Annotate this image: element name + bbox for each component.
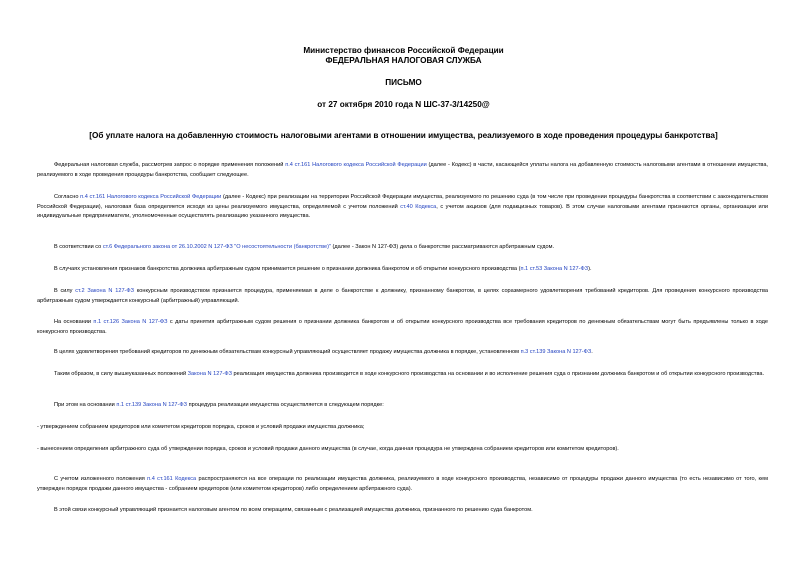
law-link[interactable]: п.1 ст.126 Закона N 127-ФЗ: [93, 319, 168, 325]
ministry-title: Министерство финансов Российской Федерации: [303, 46, 504, 55]
law-link[interactable]: п.4 ст.161 Налогового кодекса Российской Федерации: [285, 162, 427, 168]
paragraph-text: В целях удовлетворения требований кредиторов по денежным обязательствам конкурсный управляющий осуществляет продажу имущества должника в порядке, установленном: [54, 349, 521, 355]
law-link[interactable]: п.4 ст.161 Налогового кодекса Российской Федерации: [80, 194, 222, 200]
paragraph-text: (далее - Закон N 127-ФЗ) дела о банкротстве рассматриваются арбитражным судом.: [331, 244, 555, 250]
service-title: ФЕДЕРАЛЬНАЯ НАЛОГОВАЯ СЛУЖБА: [325, 56, 482, 65]
paragraph-text: реализация имущества должника производится в ходе конкурсного производства на основании и во исполнение решения суда о признании должника банкротом и об открытии конкурсного производства.: [231, 371, 765, 377]
paragraph-text: распространяются на все операции по реализации имущества должника, реализуемого в ходе конкурсного производства, независимо от процедуры продажи данного имущества (то есть независимо от того, кем утвержден порядок продажи данного имущества - собранием кредиторов (или комитетом кредиторов) либо определением арбитражного суда).: [37, 476, 769, 492]
law-link[interactable]: п.1 ст.53 Закона N 127-ФЗ: [520, 266, 589, 272]
paragraph-text: При этом на основании: [54, 402, 117, 408]
document-subject: [Об уплате налога на добавленную стоимость налоговыми агентами в отношении имущества, реализуемого в ходе проведения процедуры банкротства]: [89, 131, 718, 140]
paragraph-text: В этой связи конкурсный управляющий признается налоговым агентом по всем операциям, связанным с реализацией имущества должника, признанного по решению суда банкротом.: [54, 507, 533, 513]
paragraph-1: [37, 161, 768, 180]
paragraph-text: В соответствии со: [54, 244, 103, 250]
paragraph-3: [37, 243, 768, 253]
paragraph-8: [37, 370, 768, 380]
paragraph-text: Федеральная налоговая служба, рассмотрев запрос о порядке применения положений: [54, 162, 286, 168]
paragraph-text: , с учетом акцизов (для подакцизных товаров). В этом случае налоговыми агентами признаются органы, организации или индивидуальные предприниматели, уполномоченные осуществлять реализацию указанного имущества.: [37, 203, 768, 220]
paragraph-text: С учетом изложенного положения: [54, 476, 148, 482]
paragraph-text: В силу: [54, 288, 76, 294]
law-link[interactable]: ст.40 Кодекса: [400, 203, 437, 210]
paragraph-text: Таким образом, в силу вышеуказанных положений: [54, 371, 188, 377]
paragraph-text: В случаях установления признаков банкротства должника арбитражным судом принимается решение о признании должника банкротом и об открытии конкурсного производства (: [54, 266, 521, 272]
paragraph-5: [37, 287, 768, 306]
law-link[interactable]: п.3 ст.139 Закона N 127-ФЗ: [520, 349, 592, 355]
paragraph-10: [37, 423, 768, 433]
paragraph-text: ).: [588, 266, 592, 272]
paragraph-text: На основании: [54, 319, 94, 325]
law-link[interactable]: п.1 ст.139 Закона N 127-ФЗ: [116, 402, 188, 408]
paragraph-text: - утверждением собранием кредиторов или комитетом кредиторов порядка, сроков и условий продажи имущества должника;: [37, 424, 365, 430]
law-link[interactable]: п.4 ст.161 Кодекса: [147, 476, 197, 482]
paragraph-text: (далее - Кодекс) при реализации на территории Российской Федерации имущества, реализуемого по решению суда (в том числе при проведении процедуры банкротства в соответствии с законодательством Российской Федерации), налоговая база определяется исходя из цены реализуемого имущества, определяемой с учетом положений: [37, 194, 768, 210]
paragraph-text: процедура реализации имущества осуществляется в следующем порядке:: [187, 402, 384, 408]
paragraph-11: [37, 445, 768, 455]
paragraph-text: .: [591, 349, 593, 355]
law-link[interactable]: ст.2 Закона N 127-ФЗ: [75, 288, 135, 294]
paragraph-text: (далее - Кодекс) в части, касающейся уплаты налога на добавленную стоимость налоговыми агентами в отношении имущества, реализуемого в ходе проведения процедуры банкротства, сообщает следующее.: [37, 162, 768, 178]
paragraph-9: [37, 401, 768, 411]
law-link[interactable]: ст.6 Федерального закона от 26.10.2002 N 127-ФЗ "О несостоятельности (банкротстве)": [102, 244, 331, 250]
paragraph-13: [37, 506, 768, 516]
paragraph-7: [37, 348, 768, 358]
paragraph-text: конкурсным производством признается процедура, применяемая в деле о банкротстве к должнику, признанному банкротом, в целях соразмерного удовлетворения требований кредиторов. Для проведения конкурсного производства арбитражным судом утверждается конкурсный (арбитражный) управляющий.: [37, 288, 768, 304]
paragraph-4: [37, 265, 768, 275]
paragraph-12: [37, 475, 768, 494]
paragraph-text: Согласно: [54, 194, 81, 200]
paragraph-text: - вынесением определения арбитражного суда об утверждении порядка, сроков и условий продажи данного имущества (в случае, когда данная процедура не утверждена собранием кредиторов или комитетом кредиторов).: [37, 446, 619, 452]
document-date-number: от 27 октября 2010 года N ШС-37-3/14250@: [317, 100, 490, 109]
paragraph-2: [37, 193, 768, 222]
paragraph-6: [37, 318, 768, 337]
paragraph-text: с даты принятия арбитражным судом решения о признании должника банкротом и об открытии конкурсного производства все требования кредиторов по денежным обязательствам могут быть предъявлены только в ходе конкурсного производства.: [37, 319, 768, 335]
law-link[interactable]: Закона N 127-ФЗ: [187, 371, 232, 377]
document-type: ПИСЬМО: [385, 78, 422, 87]
